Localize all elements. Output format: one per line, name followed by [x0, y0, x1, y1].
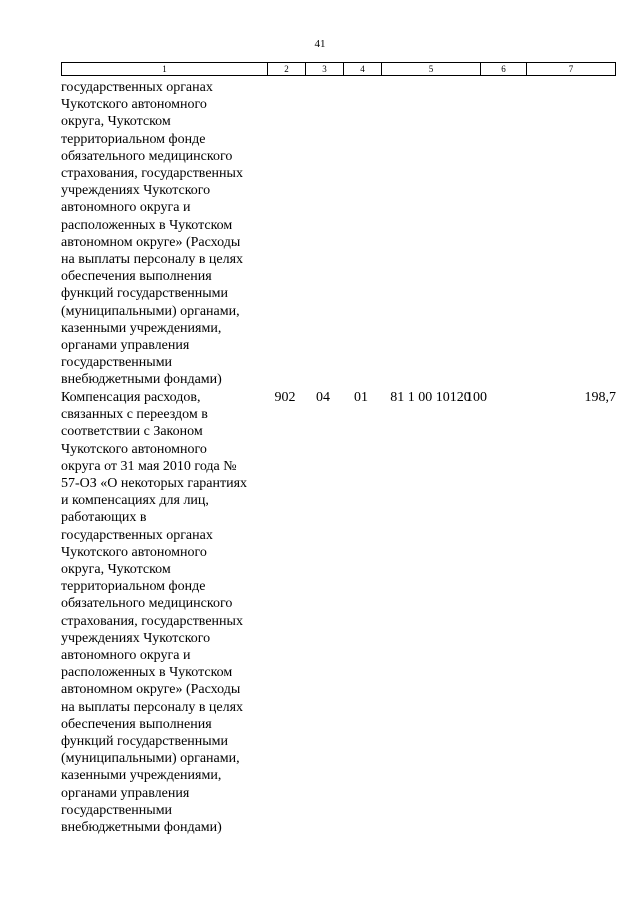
- column-header-4: 4: [344, 63, 382, 76]
- row-2-description: Компенсация расходов, связанных с переездом в соответствии с Законом Чукотского автономного округа от 31 мая 2010 года № 57-ОЗ «О некоторых гарантиях и компенсациях для лиц, работающих в государственных органах Чукотского автономного округа, Чукотском территориальном фонде обязательного медицинского страхования, государственных учреждениях Чукотского автономного округа и расположенных в Чукотском автономном округе» (Расходы на выплаты персоналу в целях обеспечения выполнения функций государственными (муниципальными) органами, казенными учреждениями, органами управления государственными внебюджетными фондами): [61, 390, 248, 836]
- row-2-col-6: 100: [466, 390, 487, 405]
- column-header-1: 1: [62, 63, 268, 76]
- row-1-description: государственных органах Чукотского автономного округа, Чукотском территориальном фонде обязательного медицинского страхования, государственных учреждениях Чукотского автономного округа и расположенных в Чукотском автономном округе» (Расходы на выплаты персоналу в целях обеспечения выполнения функций государственными (муниципальными) органами, казенными учреждениями, органами управления государственными внебюджетными фондами): [61, 80, 244, 388]
- column-header-row: [61, 62, 616, 76]
- column-header-5: 5: [382, 63, 481, 76]
- page-number: 41: [314, 38, 326, 50]
- row-2-col-4: 01: [354, 390, 368, 405]
- column-header-7: 7: [527, 63, 616, 76]
- row-2-col-5: 81 1 00 10120: [390, 390, 471, 405]
- column-header-2: 2: [268, 63, 306, 76]
- row-2-col-7: 198,7: [584, 390, 616, 405]
- row-2-col-3: 04: [316, 390, 330, 405]
- row-2-col-2: 902: [274, 390, 296, 405]
- column-header-3: 3: [306, 63, 344, 76]
- column-header-6: 6: [481, 63, 527, 76]
